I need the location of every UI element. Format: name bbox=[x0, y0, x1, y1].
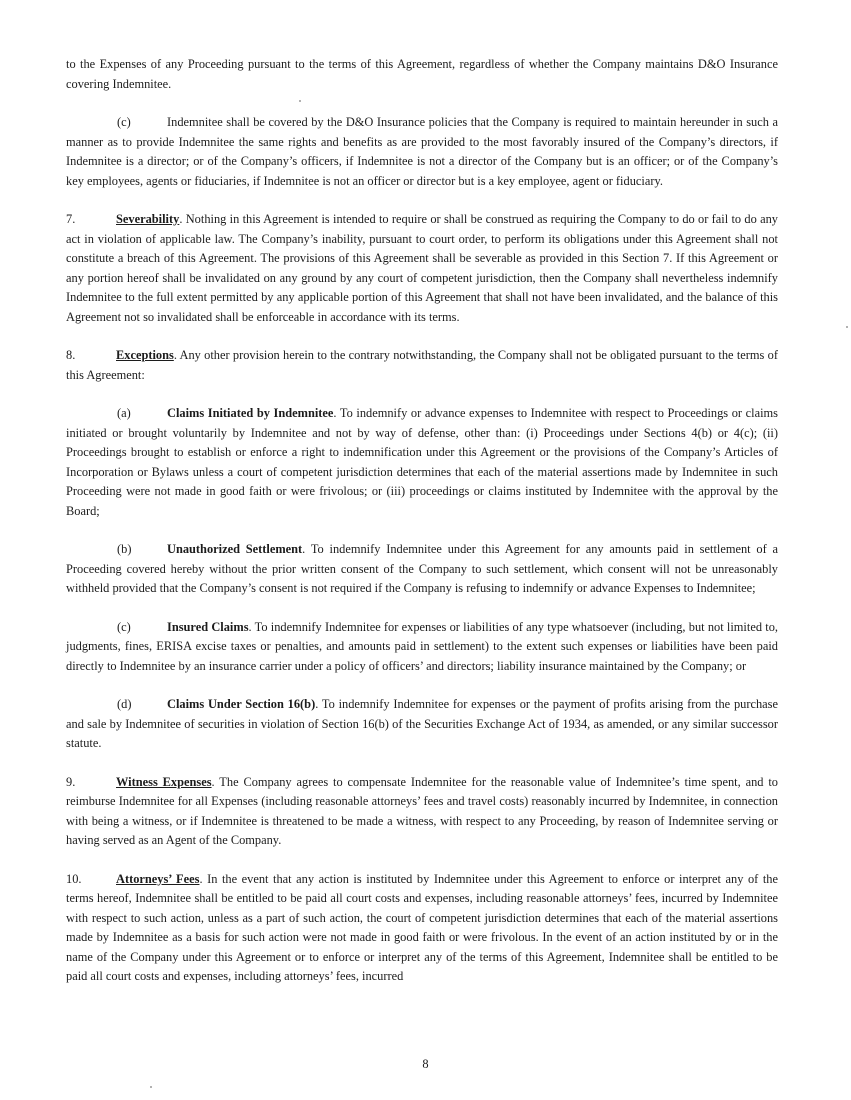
item-text: . To indemnify Indemnitee for expenses or liabilities of any type whatsoever (including, but not limited to, judgments, fines, ERISA excise taxes or penalties, and amounts paid in settlement) to the extent such expenses or liabilities have been paid directly to Indemnitee by an insurance carrier under a policy of officers’ and directors; liability insurance maintained by the Company; or bbox=[66, 619, 778, 673]
item-text: . To indemnify Indemnitee for expenses or the payment of profits arising from the purchase and sale by Indemnitee of securities in violation of Section 16(b) of the Securities Exchange Act of 1934, as amended, or any similar successor statute. bbox=[66, 697, 778, 750]
item-letter: (c) bbox=[117, 619, 131, 634]
section-text: . In the event that any action is instituted by Indemnitee under this Agreement to enforce or interpret any of the terms hereof, Indemnitee shall be entitled to be paid all court costs and expenses, including reasonable attorneys’ fees, incurred by Indemnitee with respect to such action, unless as a part of such action, the court of competent jurisdiction determines that each of the material assertions made by Indemnitee as a basis for such action were not made in good faith or were frivolous. In the event of an action instituted by or in the name of the Company under this Agreement or to enforce or interpret any of the terms of this Agreement, Indemnitee shall be entitled to be paid all court costs and expenses, including attorneys’ fees, incurred bbox=[66, 871, 778, 983]
page-number: 8 bbox=[422, 1057, 429, 1071]
document-page bbox=[66, 55, 778, 987]
item-heading: Claims Initiated by Indemnitee bbox=[167, 406, 334, 420]
item-heading: Claims Under Section 16(b) bbox=[167, 697, 316, 711]
section-8c bbox=[66, 618, 778, 677]
paragraph-text: Indemnitee shall be covered by the D&O Insurance policies that the Company is required to maintain hereunder in such a manner as to provide Indemnitee the same rights and benefits as are provided to the most favorably insured of the Company’s directors, if Indemnitee is a director; or of the Company’s officers, if Indemnitee is not a director of the Company but is an officer; or of the Company’s key employees, agents or fiduciaries, if Indemnitee is not an officer or director but is a key employee, agent or fiduciary. bbox=[66, 115, 778, 188]
item-heading: Unauthorized Settlement bbox=[167, 542, 303, 556]
intro-text: to the Expenses of any Proceeding pursuant to the terms of this Agreement, regardless of whether the Company maintains D&O Insurance covering Indemnitee. bbox=[66, 57, 778, 91]
item-letter: (d) bbox=[117, 697, 132, 711]
section-heading: Witness Expenses bbox=[116, 774, 212, 789]
scan-speck bbox=[846, 326, 848, 328]
section-number: 10. bbox=[66, 871, 82, 886]
section-number: 8. bbox=[66, 348, 76, 362]
section-text: . Nothing in this Agreement is intended to require or shall be construed as requiring the Company to do or fail to do any act in violation of applicable law. The Company’s inability, pursuant to court order, to perform its obligations under this Agreement shall not constitute a breach of this Agreement. The provisions of this Agreement shall be severable as provided in this Section 7. If this Agreement or any portion hereof shall be invalidated on any ground by any court of competent jurisdiction, then the Company shall nevertheless indemnify Indemnitee to the full extent permitted by any applicable portion of this Agreement that shall not have been invalidated, and the balance of this Agreement not so invalidated shall be enforceable in accordance with its terms. bbox=[66, 212, 778, 324]
item-letter: (b) bbox=[117, 542, 132, 556]
scan-speck bbox=[150, 1086, 152, 1088]
section-heading: Exceptions bbox=[116, 348, 174, 362]
section-9 bbox=[66, 773, 778, 851]
section-7 bbox=[66, 210, 778, 327]
section-number: 9. bbox=[66, 774, 76, 789]
item-letter: (a) bbox=[117, 406, 131, 420]
section-8a bbox=[66, 404, 778, 521]
item-text: . To indemnify or advance expenses to Indemnitee with respect to Proceedings or claims initiated or brought voluntarily by Indemnitee and not by way of defense, other than: (i) Proceedings under Sections 4(b) or 4(c); (ii) Proceedings brought to establish or enforce a right to indemnification under this Agreement or the provisions of the Company’s Articles of Incorporation or Bylaws unless a court of competent jurisdiction determines that each of the material assertions made by Indemnitee in such Proceeding were not made in good faith or were frivolous; or (iii) proceedings or claims instituted by Indemnitee with the approval by the Board; bbox=[66, 406, 778, 518]
section-8d bbox=[66, 695, 778, 754]
item-text: . To indemnify Indemnitee under this Agreement for any amounts paid in settlement of a Proceeding covered hereby without the prior written consent of the Company to such settlement, which consent will not be unreasonably withheld provided that the Company’s consent is not required if the Company is refusing to indemnify or advance Expenses to Indemnitee; bbox=[66, 542, 778, 595]
section-heading: Severability bbox=[116, 212, 180, 226]
section-text: . The Company agrees to compensate Indemnitee for the reasonable value of Indemnitee’s time spent, and to reimburse Indemnitee for all Expenses (including reasonable attorneys’ fees and travel costs) reasonably incurred by Indemnitee, in connection with being a witness, or if Indemnitee is threatened to be made a witness, with respect to any Proceeding, by reason of Indemnitee serving or having served as an Agent of the Company. bbox=[66, 774, 778, 847]
section-number: 7. bbox=[66, 212, 76, 226]
scan-speck bbox=[299, 100, 301, 102]
intro-continuation bbox=[66, 55, 778, 94]
section-heading: Attorneys’ Fees bbox=[116, 871, 200, 886]
item-heading: Insured Claims bbox=[167, 619, 249, 634]
section-10 bbox=[66, 870, 778, 987]
paragraph-6c bbox=[66, 113, 778, 191]
section-8b bbox=[66, 540, 778, 599]
paragraph-letter: (c) bbox=[117, 115, 131, 129]
section-8 bbox=[66, 346, 778, 385]
section-text: . Any other provision herein to the contrary notwithstanding, the Company shall not be obligated pursuant to the terms of this Agreement: bbox=[66, 348, 778, 382]
